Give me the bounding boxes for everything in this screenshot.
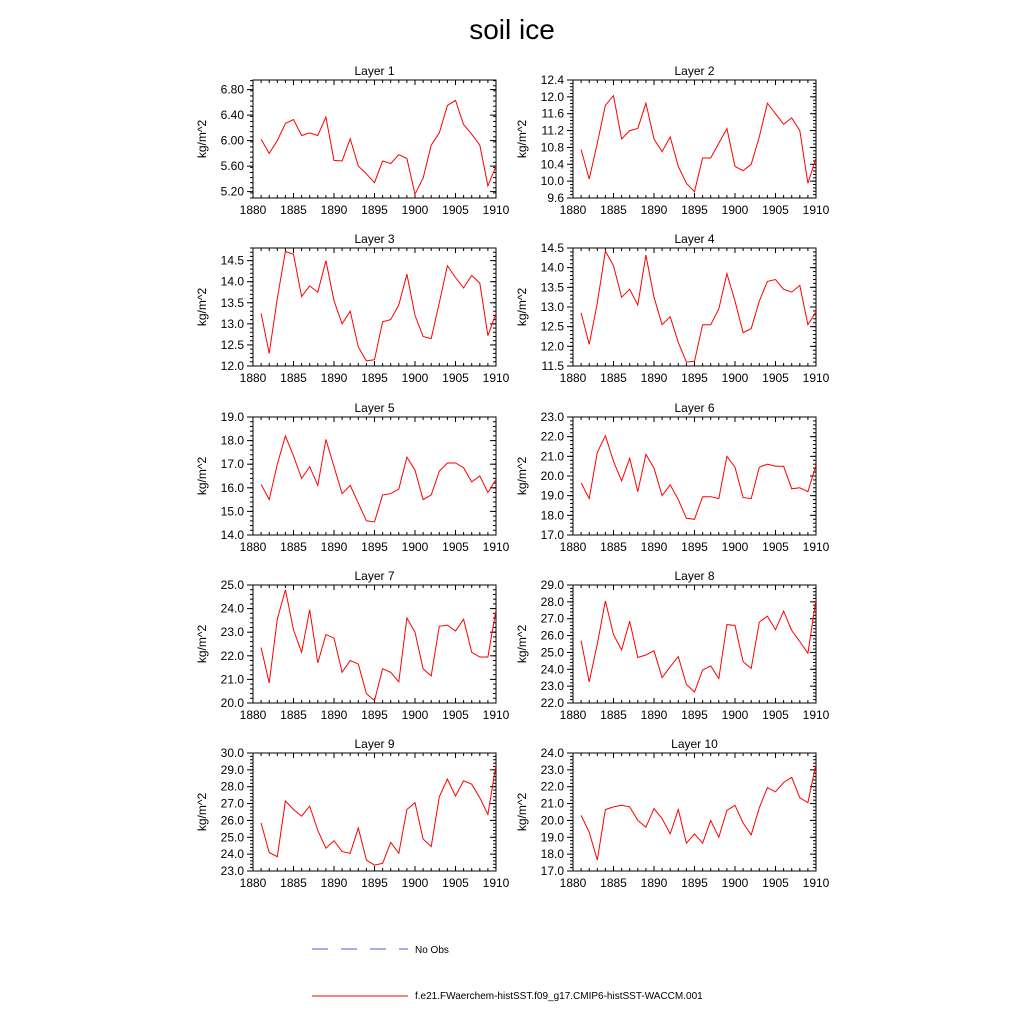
legend: [312, 945, 703, 1002]
y-axis-label: kg/m^2: [195, 792, 209, 832]
x-tick-label: 1905: [762, 876, 789, 890]
y-tick-label: 18.0: [220, 433, 244, 448]
y-tick-label: 5.20: [220, 184, 244, 199]
legend-model-label: f.e21.FWaerchem-histSST.f09_g17.CMIP6-histSST-WACCM.001: [415, 991, 703, 1002]
series-line: [261, 765, 496, 865]
y-axis-label: kg/m^2: [515, 792, 529, 832]
y-tick-label: 6.40: [220, 108, 244, 123]
y-tick-label: 12.4: [540, 73, 564, 87]
plot-frame: [573, 248, 816, 366]
figure-title: soil ice: [469, 14, 555, 45]
plot-frame: [253, 753, 496, 871]
x-tick-label: 1910: [802, 876, 830, 890]
y-tick-label: 5.60: [220, 159, 244, 174]
y-tick-label: 6.00: [220, 133, 244, 148]
y-tick-label: 23.0: [220, 864, 244, 878]
panel-title: Layer 4: [674, 232, 715, 246]
x-tick-label: 1910: [482, 540, 510, 554]
y-tick-label: 29.0: [220, 762, 244, 777]
series-line: [261, 251, 496, 361]
x-tick-label: 1885: [600, 371, 627, 385]
x-tick-label: 1890: [640, 708, 668, 722]
x-tick-label: 1880: [559, 708, 587, 722]
x-tick-label: 1910: [802, 540, 830, 554]
y-tick-label: 18.0: [540, 508, 564, 523]
x-tick-label: 1905: [442, 876, 469, 890]
plot-frame: [573, 417, 816, 535]
x-tick-label: 1890: [320, 708, 348, 722]
y-tick-label: 16.0: [220, 480, 244, 495]
x-tick-label: 1905: [762, 708, 789, 722]
panel-layer-6: [515, 401, 830, 554]
x-tick-label: 1885: [280, 876, 307, 890]
x-tick-label: 1890: [640, 371, 668, 385]
x-tick-label: 1890: [640, 203, 668, 217]
x-tick-label: 1900: [401, 876, 429, 890]
panel-layer-2: [515, 64, 830, 217]
x-tick-label: 1880: [239, 708, 267, 722]
x-tick-label: 1885: [600, 876, 627, 890]
panel-layer-10: [515, 737, 830, 890]
y-tick-label: 11.6: [541, 106, 564, 121]
x-tick-label: 1905: [442, 540, 469, 554]
x-tick-label: 1910: [802, 371, 830, 385]
y-tick-label: 19.0: [540, 488, 564, 503]
y-tick-label: 9.6: [547, 191, 564, 205]
y-tick-label: 17.0: [540, 864, 564, 878]
panel-title: Layer 2: [674, 64, 715, 78]
plot-frame: [573, 585, 816, 703]
y-tick-label: 12.0: [220, 359, 244, 373]
x-tick-label: 1895: [681, 708, 708, 722]
x-tick-label: 1885: [280, 708, 307, 722]
panel-title: Layer 7: [354, 569, 395, 583]
panel-layer-5: [195, 401, 510, 554]
y-tick-label: 22.0: [540, 696, 564, 710]
y-tick-label: 12.5: [220, 337, 244, 352]
x-tick-label: 1895: [681, 371, 708, 385]
x-tick-label: 1900: [721, 876, 749, 890]
y-tick-label: 17.0: [540, 528, 564, 542]
y-tick-label: 12.0: [540, 339, 564, 354]
series-line: [581, 96, 816, 192]
x-tick-label: 1880: [559, 876, 587, 890]
y-tick-label: 14.0: [220, 528, 244, 542]
x-tick-label: 1880: [239, 876, 267, 890]
plot-frame: [573, 753, 816, 871]
y-tick-label: 10.4: [540, 157, 564, 172]
x-tick-label: 1910: [482, 203, 510, 217]
x-tick-label: 1880: [239, 371, 267, 385]
x-tick-label: 1905: [762, 371, 789, 385]
panel-title: Layer 6: [674, 401, 715, 415]
x-tick-label: 1890: [320, 876, 348, 890]
y-tick-label: 24.0: [540, 662, 564, 677]
y-tick-label: 14.5: [540, 241, 564, 255]
panel-layer-8: [515, 569, 830, 722]
x-tick-label: 1890: [640, 876, 668, 890]
series-line: [261, 100, 496, 194]
x-tick-label: 1895: [361, 540, 388, 554]
y-tick-label: 27.0: [220, 796, 244, 811]
legend-obs-label: No Obs: [415, 945, 449, 956]
x-tick-label: 1910: [482, 371, 510, 385]
y-tick-label: 18.0: [540, 847, 564, 862]
y-tick-label: 21.0: [540, 449, 564, 464]
series-line: [261, 590, 496, 701]
y-tick-label: 29.0: [540, 578, 564, 592]
y-axis-label: kg/m^2: [515, 624, 529, 664]
panel-title: Layer 8: [674, 569, 715, 583]
y-tick-label: 23.0: [540, 410, 564, 424]
y-tick-label: 13.5: [220, 295, 244, 310]
x-tick-label: 1890: [640, 540, 668, 554]
x-tick-label: 1905: [442, 708, 469, 722]
y-tick-label: 12.0: [540, 89, 564, 104]
panel-title: Layer 1: [354, 64, 395, 78]
y-tick-label: 14.5: [220, 253, 244, 268]
panel-layer-4: [515, 232, 830, 385]
plot-frame: [253, 417, 496, 535]
x-tick-label: 1900: [401, 203, 429, 217]
x-tick-label: 1885: [600, 203, 627, 217]
panel-layer-3: [195, 232, 510, 385]
y-tick-label: 12.5: [540, 319, 564, 334]
y-tick-label: 24.0: [220, 847, 244, 862]
y-tick-label: 19.0: [540, 830, 564, 845]
y-tick-label: 22.0: [540, 429, 564, 444]
x-tick-label: 1895: [681, 540, 708, 554]
y-tick-label: 13.5: [540, 280, 564, 295]
series-line: [581, 599, 816, 692]
series-line: [581, 764, 816, 860]
y-axis-label: kg/m^2: [515, 456, 529, 496]
x-tick-label: 1895: [361, 203, 388, 217]
y-tick-label: 23.0: [220, 625, 244, 640]
x-tick-label: 1880: [559, 203, 587, 217]
x-tick-label: 1885: [280, 203, 307, 217]
x-tick-label: 1910: [482, 708, 510, 722]
x-tick-label: 1905: [762, 540, 789, 554]
x-tick-label: 1900: [721, 708, 749, 722]
y-tick-label: 22.0: [540, 779, 564, 794]
x-tick-label: 1910: [802, 708, 830, 722]
x-tick-label: 1910: [802, 203, 830, 217]
y-tick-label: 26.0: [220, 813, 244, 828]
panel-title: Layer 9: [354, 737, 395, 751]
y-tick-label: 6.80: [220, 82, 244, 97]
panel-layer-9: [195, 737, 510, 890]
y-tick-label: 22.0: [220, 648, 244, 663]
x-tick-label: 1905: [442, 203, 469, 217]
x-tick-label: 1900: [401, 540, 429, 554]
y-tick-label: 19.0: [220, 410, 244, 424]
x-tick-label: 1900: [401, 708, 429, 722]
series-line: [581, 436, 816, 520]
y-axis-label: kg/m^2: [195, 287, 209, 327]
y-tick-label: 10.0: [540, 174, 564, 189]
panel-title: Layer 5: [354, 401, 395, 415]
x-tick-label: 1895: [361, 371, 388, 385]
x-tick-label: 1895: [681, 203, 708, 217]
x-tick-label: 1890: [320, 540, 348, 554]
y-tick-label: 10.8: [540, 140, 564, 155]
x-tick-label: 1890: [320, 371, 348, 385]
x-tick-label: 1885: [600, 708, 627, 722]
x-tick-label: 1880: [559, 371, 587, 385]
y-tick-label: 21.0: [220, 672, 244, 687]
y-tick-label: 20.0: [540, 469, 564, 483]
y-tick-label: 17.0: [220, 457, 244, 472]
y-tick-label: 28.0: [220, 779, 244, 794]
x-tick-label: 1885: [280, 540, 307, 554]
y-tick-label: 25.0: [220, 578, 244, 592]
y-tick-label: 26.0: [540, 628, 564, 643]
panel-title: Layer 10: [671, 737, 718, 751]
y-tick-label: 23.0: [540, 679, 564, 694]
series-line: [581, 251, 816, 362]
y-tick-label: 24.0: [540, 746, 564, 760]
panel-layer-1: [195, 64, 510, 217]
y-tick-label: 28.0: [540, 594, 564, 609]
x-tick-label: 1900: [401, 371, 429, 385]
y-axis-label: kg/m^2: [195, 624, 209, 664]
x-tick-label: 1900: [721, 203, 749, 217]
y-tick-label: 14.0: [540, 260, 564, 275]
plot-frame: [253, 248, 496, 366]
y-tick-label: 25.0: [540, 645, 564, 660]
plot-frame: [573, 80, 816, 198]
y-axis-label: kg/m^2: [515, 287, 529, 327]
y-axis-label: kg/m^2: [195, 456, 209, 496]
y-tick-label: 20.0: [220, 696, 244, 710]
x-tick-label: 1890: [320, 203, 348, 217]
x-tick-label: 1885: [280, 371, 307, 385]
y-tick-label: 13.0: [540, 300, 564, 314]
x-tick-label: 1880: [239, 203, 267, 217]
series-line: [261, 436, 496, 522]
panel-title: Layer 3: [354, 232, 395, 246]
panel-layer-7: [195, 569, 510, 722]
y-tick-label: 25.0: [220, 830, 244, 845]
x-tick-label: 1895: [361, 876, 388, 890]
y-tick-label: 11.5: [541, 359, 564, 373]
y-tick-label: 20.0: [540, 813, 564, 828]
y-axis-label: kg/m^2: [515, 119, 529, 159]
plot-frame: [253, 80, 496, 198]
plot-frame: [253, 585, 496, 703]
y-tick-label: 21.0: [540, 796, 564, 811]
x-tick-label: 1910: [482, 876, 510, 890]
y-tick-label: 27.0: [540, 611, 564, 626]
y-tick-label: 30.0: [220, 746, 244, 760]
x-tick-label: 1905: [762, 203, 789, 217]
y-tick-label: 14.0: [220, 274, 244, 289]
y-tick-label: 11.2: [541, 123, 564, 138]
x-tick-label: 1880: [559, 540, 587, 554]
x-tick-label: 1900: [721, 371, 749, 385]
x-tick-label: 1885: [600, 540, 627, 554]
x-tick-label: 1895: [361, 708, 388, 722]
x-tick-label: 1895: [681, 876, 708, 890]
y-axis-label: kg/m^2: [195, 119, 209, 159]
y-tick-label: 15.0: [220, 504, 244, 519]
y-tick-label: 13.0: [220, 316, 244, 331]
x-tick-label: 1900: [721, 540, 749, 554]
x-tick-label: 1905: [442, 371, 469, 385]
y-tick-label: 23.0: [540, 762, 564, 777]
x-tick-label: 1880: [239, 540, 267, 554]
y-tick-label: 24.0: [220, 601, 244, 616]
